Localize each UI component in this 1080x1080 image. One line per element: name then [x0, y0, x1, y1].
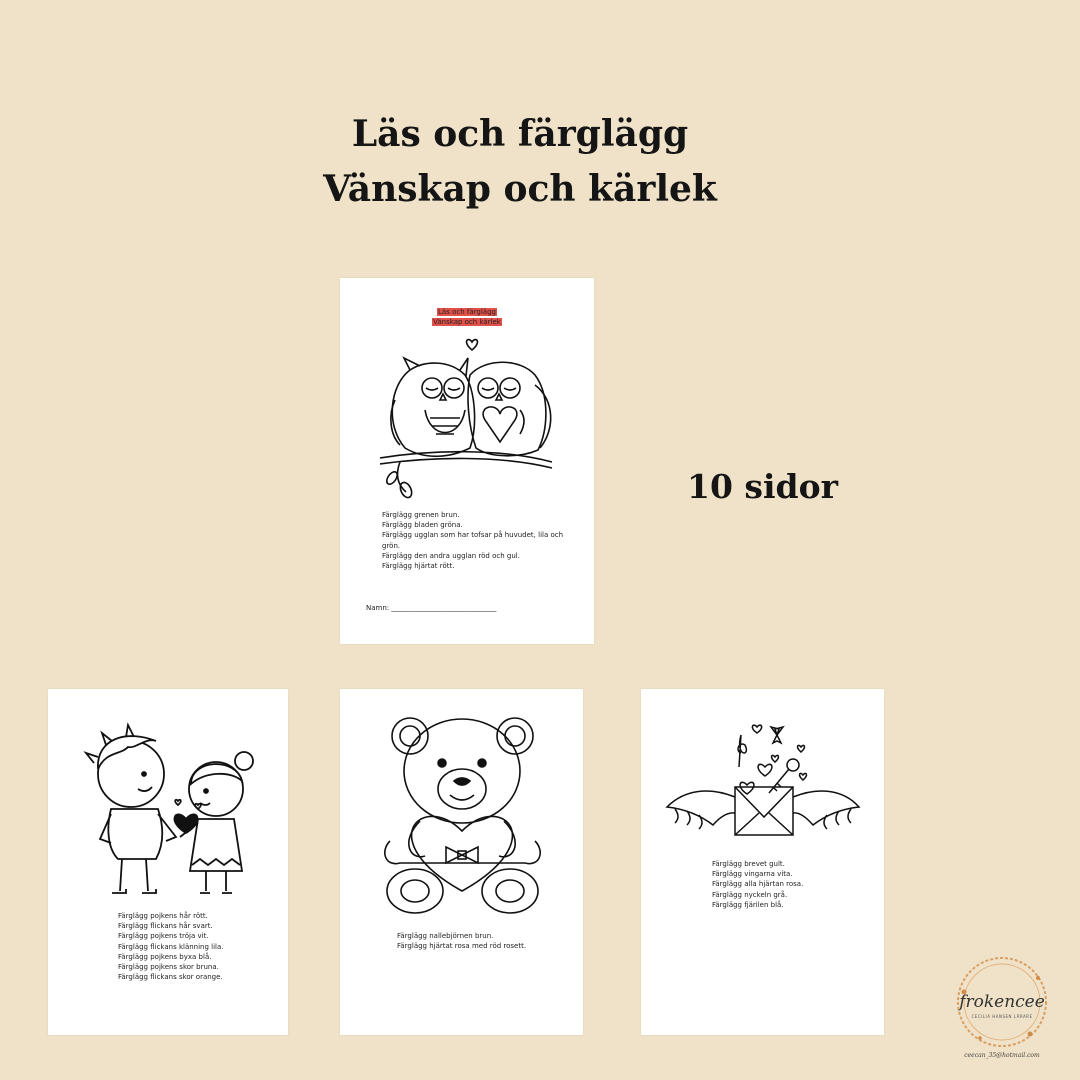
page1-header-line2: Vänskap och kärlek [433, 318, 501, 326]
instruction-line: Färglägg vingarna vita. [712, 870, 793, 879]
logo-subtitle: CECILIA HANSEN LÄRARE [971, 1014, 1033, 1019]
instruction-line: Färglägg pojkens hår rött. [118, 912, 208, 920]
page1-header-line1: Läs och färglägg [438, 308, 496, 316]
preview-page-teddy [340, 689, 583, 1035]
main-title: Läs och färglägg [351, 113, 689, 155]
instruction-line: Färglägg alla hjärtan rosa. [712, 880, 804, 889]
instruction-line: Färglägg pojkens byxa blå. [118, 952, 212, 961]
instruction-line: Färglägg hjärtat rött. [382, 562, 455, 571]
owls-illustration-icon [370, 330, 570, 500]
instruction-line: Färglägg hjärtat rosa med röd rosett. [397, 942, 527, 951]
instruction-line: Färglägg flickans klänning lila. [118, 942, 224, 951]
page4-instructions [712, 859, 803, 910]
name-line: Namn: ______________________________ [366, 604, 497, 612]
instruction-line: Färglägg pojkens tröja vit. [118, 932, 209, 941]
main-subtitle: Vänskap och kärlek [323, 168, 717, 210]
instruction-line: Färglägg pojkens skor bruna. [118, 963, 219, 972]
preview-page-kids [48, 689, 288, 1035]
instruction-line: Färglägg ugglan som har tofsar på huvudet, lila och grön. [382, 531, 564, 550]
instruction-line: Färglägg bladen gröna. [382, 521, 463, 530]
instruction-line: Färglägg grenen brun. [382, 511, 460, 519]
instruction-line: Färglägg flickans hår svart. [118, 922, 213, 931]
winged-envelope-illustration-icon [665, 717, 861, 842]
logo-name: frokencee [959, 992, 1045, 1012]
logo-email: ceecan_35@hotmail.com [964, 1052, 1040, 1059]
instruction-line: Färglägg nallebjörnen brun. [397, 932, 494, 940]
preview-page-envelope [641, 689, 884, 1035]
page2-instructions [118, 911, 224, 982]
instruction-line: Färglägg den andra ugglan röd och gul. [382, 551, 520, 560]
brand-logo [950, 952, 1054, 1062]
instruction-line: Färglägg brevet gult. [712, 860, 785, 868]
preview-page-owls [340, 278, 594, 644]
page3-instructions [397, 931, 526, 951]
instruction-line: Färglägg fjärilen blå. [712, 900, 784, 909]
page1-instructions [382, 510, 572, 571]
instruction-line: Färglägg nyckeln grå. [712, 890, 788, 899]
teddy-bear-illustration-icon [380, 711, 545, 916]
instruction-line: Färglägg flickans skor orange. [118, 973, 223, 982]
page-count-label: 10 sidor [687, 467, 838, 506]
kids-illustration-icon [66, 719, 266, 904]
